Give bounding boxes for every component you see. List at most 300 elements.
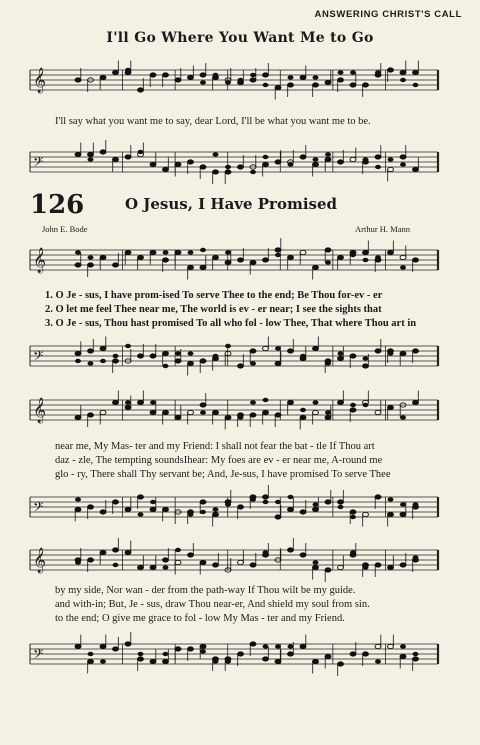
note-head <box>325 415 331 419</box>
note-head <box>200 500 206 504</box>
note-head <box>188 512 194 516</box>
note-head <box>263 73 269 77</box>
note-head <box>325 361 331 365</box>
note-head <box>250 78 256 82</box>
note-head <box>313 162 319 166</box>
note-head <box>375 165 381 169</box>
note-head <box>325 654 331 658</box>
note-head <box>75 351 81 355</box>
note-head <box>163 507 169 511</box>
note-head <box>75 250 81 254</box>
system-2-bass-staff <box>0 485 480 533</box>
note-head <box>413 258 419 262</box>
note-head <box>375 349 381 353</box>
verse-3-line-2: glo - ry, There shall Thy servant be; And, Je-sus, I have promised To serve Thee <box>55 469 391 480</box>
note-head <box>250 73 256 77</box>
note-head <box>400 78 406 82</box>
previous-hymn-title: I'll Go Where You Want Me to Go <box>106 30 374 46</box>
note-head <box>313 75 319 79</box>
note-head <box>413 167 419 171</box>
note-head <box>338 78 344 82</box>
note-head <box>400 654 406 658</box>
note-head <box>100 359 106 363</box>
note-head <box>75 644 81 648</box>
note-head <box>275 413 281 417</box>
note-head <box>363 403 369 407</box>
note-head <box>200 73 206 77</box>
note-head <box>400 255 406 259</box>
note-head <box>263 346 269 350</box>
note-head <box>75 359 81 363</box>
note-head <box>388 405 394 409</box>
note-head <box>250 260 256 264</box>
note-head <box>413 349 419 353</box>
note-head <box>213 507 219 511</box>
note-head <box>138 400 144 404</box>
note-head <box>238 652 244 656</box>
note-head <box>400 502 406 506</box>
note-head <box>75 78 81 82</box>
note-head <box>250 563 256 567</box>
note-head <box>138 150 144 154</box>
note-head <box>300 354 306 358</box>
note-head <box>100 255 106 259</box>
note-head <box>388 565 394 569</box>
note-head <box>275 659 281 663</box>
note-head <box>175 560 181 564</box>
note-head <box>188 361 194 365</box>
note-head <box>88 413 94 417</box>
system-2-treble-staff <box>0 388 480 436</box>
note-head <box>200 359 206 363</box>
refrain-line: I'll say what you want me to say, dear Lord, I'll be what you want me to be. <box>55 116 371 127</box>
note-head <box>313 565 319 569</box>
note-head <box>163 73 169 77</box>
note-head <box>175 250 181 254</box>
note-head <box>263 258 269 262</box>
note-head <box>400 155 406 159</box>
bass-clef-icon: 𝄢 <box>33 154 44 173</box>
note-head <box>100 75 106 79</box>
note-head <box>113 647 119 651</box>
note-head <box>163 659 169 663</box>
note-head <box>88 505 94 509</box>
note-head <box>375 70 381 74</box>
note-head <box>225 80 231 84</box>
note-head <box>325 152 331 156</box>
note-head <box>288 652 294 656</box>
note-head <box>325 80 331 84</box>
note-head <box>213 563 219 567</box>
note-head <box>88 255 94 259</box>
note-head <box>338 160 344 164</box>
note-head <box>300 250 306 254</box>
note-head <box>413 657 419 661</box>
note-head <box>300 553 306 557</box>
note-head <box>163 652 169 656</box>
note-head <box>300 644 306 648</box>
note-head <box>75 560 81 564</box>
verse-3-line-3: to the end; O give me grace to fol - low My Mas - ter and my Friend. <box>55 613 345 624</box>
note-head <box>150 400 156 404</box>
verse-2-line-3: and with-in; But, Je - sus, draw Thou near-er, And shield my soul from sin. <box>55 599 370 610</box>
note-head <box>363 364 369 368</box>
hymn-title: O Jesus, I Have Promised <box>125 195 338 213</box>
note-head <box>163 167 169 171</box>
note-head <box>88 157 94 161</box>
note-head <box>88 361 94 365</box>
note-head <box>125 550 131 554</box>
note-head <box>213 73 219 77</box>
previous-hymn-bass-staff <box>0 140 480 185</box>
note-head <box>413 70 419 74</box>
note-head <box>100 659 106 663</box>
note-head <box>150 659 156 663</box>
note-head <box>400 512 406 516</box>
note-head <box>213 152 219 156</box>
note-head <box>113 500 119 504</box>
note-head <box>125 405 131 409</box>
note-head <box>338 356 344 360</box>
note-head <box>113 157 119 161</box>
note-head <box>263 410 269 414</box>
note-head <box>250 400 256 404</box>
note-head <box>113 70 119 74</box>
system-1-bass-staff <box>0 334 480 382</box>
note-head <box>313 400 319 404</box>
note-head <box>338 662 344 666</box>
note-head <box>188 647 194 651</box>
note-head <box>300 75 306 79</box>
note-head <box>300 155 306 159</box>
note-head <box>388 512 394 516</box>
note-head <box>113 400 119 404</box>
note-head <box>225 170 231 174</box>
note-head <box>263 495 269 499</box>
note-head <box>238 415 244 419</box>
note-head <box>263 155 269 159</box>
note-head <box>175 359 181 363</box>
note-head <box>263 398 269 402</box>
note-head <box>100 346 106 350</box>
note-head <box>313 502 319 506</box>
note-head <box>288 400 294 404</box>
note-head <box>313 157 319 161</box>
note-head <box>75 152 81 156</box>
note-head <box>313 83 319 87</box>
note-head <box>300 510 306 514</box>
note-head <box>88 152 94 156</box>
note-head <box>363 258 369 262</box>
note-head <box>113 548 119 552</box>
note-head <box>300 408 306 412</box>
note-head <box>350 70 356 74</box>
note-head <box>275 515 281 519</box>
page-header: ANSWERING CHRIST'S CALL <box>314 9 462 20</box>
note-head <box>75 497 81 501</box>
note-head <box>250 413 256 417</box>
note-head <box>125 400 131 404</box>
note-head <box>413 83 419 87</box>
note-head <box>113 354 119 358</box>
system-3-bass-staff <box>0 632 480 680</box>
note-head <box>138 495 144 499</box>
note-head <box>213 255 219 259</box>
note-head <box>200 410 206 414</box>
note-head <box>363 652 369 656</box>
note-head <box>188 553 194 557</box>
note-head <box>138 657 144 661</box>
note-head <box>113 263 119 267</box>
note-head <box>163 351 169 355</box>
note-head <box>100 150 106 154</box>
note-head <box>400 162 406 166</box>
note-head <box>413 555 419 559</box>
note-head <box>263 500 269 504</box>
note-head <box>400 563 406 567</box>
note-head <box>188 265 194 269</box>
note-head <box>288 548 294 552</box>
note-head <box>200 165 206 169</box>
note-head <box>338 505 344 509</box>
note-head <box>375 155 381 159</box>
note-head <box>175 78 181 82</box>
note-head <box>325 157 331 161</box>
treble-clef-icon: 𝄞 <box>33 248 47 273</box>
note-head <box>238 560 244 564</box>
note-head <box>300 415 306 419</box>
note-head <box>275 361 281 365</box>
note-head <box>275 253 281 257</box>
note-head <box>125 68 131 72</box>
note-head <box>238 505 244 509</box>
note-head <box>250 497 256 501</box>
note-head <box>325 248 331 252</box>
note-head <box>225 415 231 419</box>
note-head <box>350 408 356 412</box>
note-head <box>175 647 181 651</box>
note-head <box>375 659 381 663</box>
note-head <box>400 351 406 355</box>
note-head <box>350 83 356 87</box>
note-head <box>263 83 269 87</box>
note-head <box>200 644 206 648</box>
note-head <box>150 250 156 254</box>
note-head <box>388 644 394 648</box>
note-head <box>400 644 406 648</box>
note-head <box>350 253 356 257</box>
note-head <box>200 248 206 252</box>
note-head <box>350 550 356 554</box>
note-head <box>263 644 269 648</box>
note-head <box>188 351 194 355</box>
note-head <box>188 75 194 79</box>
note-head <box>263 550 269 554</box>
note-head <box>100 644 106 648</box>
note-head <box>375 644 381 648</box>
note-head <box>388 68 394 72</box>
note-head <box>413 400 419 404</box>
note-head <box>363 250 369 254</box>
note-head <box>100 550 106 554</box>
note-head <box>313 265 319 269</box>
note-head <box>363 512 369 516</box>
note-head <box>125 642 131 646</box>
note-head <box>150 354 156 358</box>
note-head <box>325 568 331 572</box>
note-head <box>175 415 181 419</box>
note-head <box>213 410 219 414</box>
note-head <box>250 170 256 174</box>
note-head <box>375 495 381 499</box>
note-head <box>150 162 156 166</box>
note-head <box>225 250 231 254</box>
note-head <box>163 558 169 562</box>
note-head <box>275 644 281 648</box>
note-head <box>150 500 156 504</box>
note-head <box>388 351 394 355</box>
verse-3-line-1: 3. O Je - sus, Thou hast promised To all who fol - low Thee, That where Thou art in <box>45 318 417 329</box>
note-head <box>350 510 356 514</box>
note-head <box>250 642 256 646</box>
note-head <box>388 167 394 171</box>
note-head <box>175 162 181 166</box>
note-head <box>313 507 319 511</box>
note-head <box>350 354 356 358</box>
note-head <box>313 346 319 350</box>
note-head <box>138 354 144 358</box>
note-head <box>125 155 131 159</box>
note-head <box>138 512 144 516</box>
note-head <box>200 80 206 84</box>
bass-clef-icon: 𝄢 <box>33 499 44 518</box>
note-head <box>200 560 206 564</box>
note-head <box>213 354 219 358</box>
note-head <box>313 560 319 564</box>
note-head <box>388 157 394 161</box>
note-head <box>163 250 169 254</box>
note-head <box>213 659 219 663</box>
note-head <box>213 512 219 516</box>
note-head <box>75 507 81 511</box>
music-credit: Arthur H. Mann <box>355 224 411 234</box>
note-head <box>113 563 119 567</box>
note-head <box>175 548 181 552</box>
note-head <box>288 495 294 499</box>
note-head <box>338 70 344 74</box>
note-head <box>338 565 344 569</box>
verse-2-line-1: 2. O let me feel Thee near me, The world is ev - er near; I see the sights that <box>45 304 382 315</box>
note-head <box>138 565 144 569</box>
note-head <box>325 500 331 504</box>
treble-clef-icon: 𝄞 <box>33 398 47 423</box>
system-1-treble-staff <box>0 238 480 286</box>
note-head <box>325 260 331 264</box>
note-head <box>375 410 381 414</box>
note-head <box>288 162 294 166</box>
note-head <box>400 265 406 269</box>
note-head <box>88 558 94 562</box>
note-head <box>338 500 344 504</box>
note-head <box>163 410 169 414</box>
note-head <box>213 170 219 174</box>
bass-clef-icon: 𝄢 <box>33 348 44 367</box>
note-head <box>400 415 406 419</box>
note-head <box>263 657 269 661</box>
words-credit: John E. Bode <box>42 224 88 234</box>
note-head <box>113 359 119 363</box>
note-head <box>238 364 244 368</box>
note-head <box>138 652 144 656</box>
note-head <box>288 75 294 79</box>
note-head <box>200 265 206 269</box>
treble-clef-icon: 𝄞 <box>33 68 47 93</box>
note-head <box>150 73 156 77</box>
note-head <box>225 344 231 348</box>
verse-1-line-1: 1. O Je - sus, I have prom-ised To serve Thee to the end; Be Thou for-ev - er <box>45 290 383 301</box>
note-head <box>288 83 294 87</box>
note-head <box>325 410 331 414</box>
note-head <box>313 410 319 414</box>
note-head <box>275 346 281 350</box>
note-head <box>125 250 131 254</box>
note-head <box>275 160 281 164</box>
note-head <box>188 250 194 254</box>
note-head <box>225 659 231 663</box>
note-head <box>338 400 344 404</box>
note-head <box>238 78 244 82</box>
note-head <box>138 88 144 92</box>
treble-clef-icon: 𝄞 <box>33 548 47 573</box>
note-head <box>388 497 394 501</box>
note-head <box>363 565 369 569</box>
note-head <box>363 83 369 87</box>
verse-2-line-2: daz - zle, The tempting soundsIhear: My foes are ev - er near me, A-round me <box>55 455 383 466</box>
note-head <box>400 70 406 74</box>
verse-1-line-2: near me, My Mas- ter and my Friend: I shall not fear the bat - tle If Thou art <box>55 441 375 452</box>
note-head <box>275 500 281 504</box>
note-head <box>225 502 231 506</box>
note-head <box>88 349 94 353</box>
note-head <box>163 565 169 569</box>
note-head <box>88 652 94 656</box>
note-head <box>350 157 356 161</box>
previous-hymn-treble-staff <box>0 58 480 103</box>
system-3-treble-staff <box>0 538 480 586</box>
note-head <box>150 410 156 414</box>
note-head <box>375 255 381 259</box>
note-head <box>413 502 419 506</box>
note-head <box>225 165 231 169</box>
note-head <box>338 255 344 259</box>
hymn-number: 126 <box>30 190 85 220</box>
note-head <box>238 258 244 262</box>
note-head <box>288 507 294 511</box>
note-head <box>163 364 169 368</box>
verse-1-line-3: by my side, Nor wan - der from the path-way If Thou wilt be my guide. <box>55 585 356 596</box>
note-head <box>200 403 206 407</box>
note-head <box>375 563 381 567</box>
note-head <box>350 652 356 656</box>
note-head <box>163 258 169 262</box>
note-head <box>175 351 181 355</box>
note-head <box>88 659 94 663</box>
note-head <box>275 85 281 89</box>
note-head <box>250 349 256 353</box>
note-head <box>263 162 269 166</box>
note-head <box>338 351 344 355</box>
note-head <box>288 644 294 648</box>
